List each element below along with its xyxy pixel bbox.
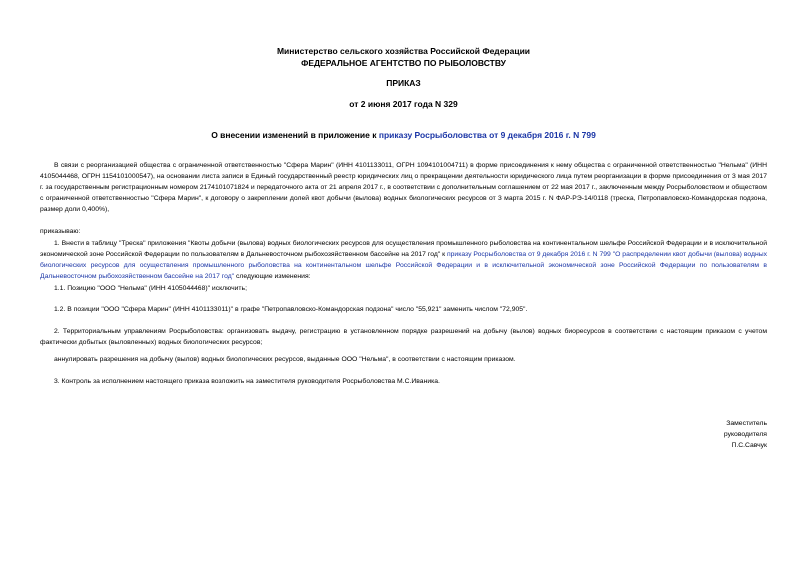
item-2-annul: аннулировать разрешения на добычу (вылов) водных биологических ресурсов, выданные ООО "Нельма", в соответствии с настоящим приказом. <box>54 356 516 363</box>
order-word: приказываю: <box>40 228 81 235</box>
item-1-suffix: следующие изменения: <box>234 273 311 280</box>
item-1-2: 1.2. В позиции "ООО "Сфера Марин" (ИНН 4101133011)" в графе "Петропавловско-Командорская подзона" число "55,921" заменить числом "72,905". <box>54 306 528 313</box>
item-1-paragraph <box>40 238 767 282</box>
agency-name: ФЕДЕРАЛЬНОЕ АГЕНТСТВО ПО РЫБОЛОВСТВУ <box>301 58 506 68</box>
title-order-link[interactable]: приказу Росрыболовства от 9 декабря 2016 г. N 799 <box>378 130 596 140</box>
item-1-order-link[interactable]: приказу Росрыболовства от 9 декабря 2016 г. N 799 "О распределении квот добычи (вылова) водных биологических ресурсов для осуществления промышленного рыболовства на континентальном шельфе Российской Федерации и в исключительной экономической зоне Российской Федерации по пользователям в Дальневосточном рыбохозяйственном бассейне на 2017 год" <box>40 251 767 280</box>
preamble-paragraph: В связи с реорганизацией общества с ограниченной ответственностью "Сфера Марин" (ИНН 4101133011, ОГРН 1094101004711) в форме присоединения к нему общества с ограниченной ответственностью "Нельма" (ИНН 4105044468, ОГРН 1154101000547), на основании листа записи в Единый государственный реестр юридических лиц о прекращении деятельности юридического лица путем реорганизации в форме присоединения от 3 мая 2017 г. за государственным регистрационным номером 2174101071824 и передаточного акта от 21 апреля 2017 г., в соответствии с дополнительным соглашением от 22 мая 2017 г., заключенным между Росрыболовством и обществом с ограниченной ответственностью "Сфера Марин", к договору о закреплении долей квот добычи (вылова) водных биологических ресурсов от 3 марта 2015 г. N ФАР-РЭ-14/0118 (треска, Петропавловско-Командорская подзона, размер доли 0,400%), <box>40 162 767 213</box>
item-3: 3. Контроль за исполнением настоящего приказа возложить на заместителя руководителя Росрыболовства М.С.Иваника. <box>54 378 440 385</box>
title-prefix: О внесении изменений в приложение к <box>211 130 379 140</box>
signature-name: П.С.Савчук <box>731 442 767 449</box>
signature-title-2: руководителя <box>723 431 767 438</box>
signature-title-1: Заместитель <box>726 420 767 427</box>
item-2-paragraph: 2. Территориальным управлениям Росрыболовства: организовать выдачу, регистрацию в установленном порядке разрешений на добычу (вылов) водных биоресурсов в соответствии с настоящим приказом с учетом фактически добытых (выловленных) водных биологических ресурсов; <box>40 328 767 346</box>
ministry-name: Министерство сельского хозяйства Российской Федерации <box>276 46 531 56</box>
document-type: ПРИКАЗ <box>386 78 421 88</box>
item-1-prefix: 1. Внести в таблицу "Треска" приложения "Квоты добычи (вылова) водных биологических ресурсов для осуществления промышленного рыболовства на континентальном шельфе Российской Федерации и в исключительной экономической зоне Российской Федерации по пользователям в Дальневосточном рыбохозяйственном бассейне на 2017 год" к <box>40 240 767 258</box>
item-1-1: 1.1. Позицию "ООО "Нельма" (ИНН 4105044468)" исключить; <box>54 285 247 292</box>
document-title <box>0 130 807 140</box>
document-date-number: от 2 июня 2017 года N 329 <box>349 99 458 109</box>
